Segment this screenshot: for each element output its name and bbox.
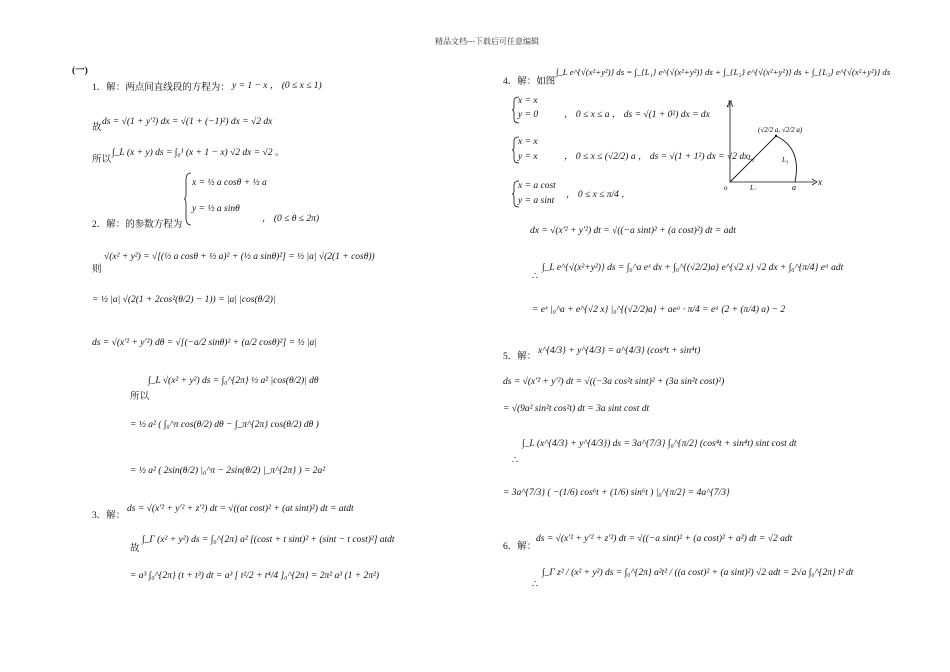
problem-5-therefore: ∴ <box>512 456 519 466</box>
problem-6-therefore: ∴ <box>532 580 539 590</box>
problem-5-equation: x^{4/3} + y^{4/3} = a^{4/3} (cos⁴t + sin⁴t) <box>538 346 701 356</box>
problem-5-line-4: = 3a^{7/3} ( −(1/6) cos⁶t + (1/6) sin⁶t ) |₀^{π/2} = 4a^{7/3} <box>503 488 730 498</box>
problem-6-label: 6．解： <box>503 542 537 552</box>
problem-3-line-3: = a³ ∫₀^{2π} (t + t³) dt = a³ [ t²/2 + t⁴/4 ]₀^{2π} = 2π² a³ (1 + 2π²) <box>130 571 380 581</box>
page-header: 精品文档---下载后可任意编辑 <box>435 37 539 46</box>
problem-6-line-1: ds = √(x′² + y′² + z′²) dt = √((−a sint)² + (a cost)² + a²) dt = √2 adt <box>536 534 793 544</box>
problem-4-line-5: ∫_L e^{√(x²+y²)} ds = ∫₀^a eˣ dx + ∫₀^{(√2/2)a} e^{√2 x} √2 dx + ∫₀^{π/4} eᵃ adt <box>542 263 844 273</box>
problem-4-s1-y: y = 0 <box>518 110 539 120</box>
problem-4-line-4: dx = √(x′² + y′²) dt = √((−a sint)² + (a cost)²) dt = adt <box>530 226 736 236</box>
label-l1: L₁ <box>750 184 757 190</box>
label-origin: o <box>724 184 728 190</box>
problem-2-range: ， (0 ≤ θ ≤ 2π) <box>262 214 320 224</box>
section-title: (一) <box>72 66 88 76</box>
problem-1-int-prefix: 所以 <box>92 155 112 165</box>
problem-4-s3-y: y = a sint <box>518 196 555 206</box>
problem-5-line-2: = √(9a² sin²t cos²t) dt = 3a sint cost dt <box>503 404 650 414</box>
problem-4-s1-x: x = x <box>518 96 538 106</box>
problem-2-param-y: y = ½ a sinθ <box>192 204 240 214</box>
problem-5-line-1: ds = √(x′² + y′²) dt = √((−3a cos²t sint)² + (3a sin²t cost)²) <box>503 377 725 387</box>
axis-y-label: y <box>728 97 732 107</box>
problem-4-s2-range: ， 0 ≤ x ≤ (√2/2) a ， ds = √(1 + 1²) dx = √2 dx <box>564 152 749 162</box>
figure-sector <box>722 96 822 190</box>
problem-4-therefore: ∴ <box>532 272 539 282</box>
sector-point <box>775 135 777 137</box>
problem-2-line-1: √(x² + y²) = √[(½ a cosθ + ½ a)² + (½ a sinθ)²] = ½ |a| √(2(1 + cosθ)) <box>104 252 375 262</box>
problem-4-s3-x: x = a cost <box>518 181 556 191</box>
problem-3-so: 故 <box>130 544 140 554</box>
problem-1-ds-prefix: 故 <box>92 123 102 133</box>
point-label: (√2/2 a, √2/2 a) <box>758 126 803 134</box>
problem-2-line-4: ∫_L √(x² + y²) ds = ∫₀^{2π} ½ a² |cos(θ/2)| dθ <box>148 376 319 386</box>
problem-5-line-3: ∫_L (x^{4/3} + y^{4/3}) ds = 3a^{7/3} ∫₀^{π/2} (cos⁴t + sin⁴t) sint cost dt <box>522 439 797 449</box>
system-brace-icon <box>184 172 192 226</box>
problem-3-label: 3．解： <box>92 511 126 521</box>
label-l3: L₃ <box>782 156 789 164</box>
problem-1-label: 1．解：两点间直线段的方程为： <box>92 83 230 93</box>
problem-2-label: 2．解：的参数方程为 <box>92 220 183 230</box>
problem-2-then: 则 <box>92 265 102 275</box>
problem-3-line-1: ds = √(x′² + y′² + z′²) dt = √((at cost)² + (at sint)²) dt = atdt <box>127 504 354 514</box>
label-a: a <box>792 183 796 190</box>
problem-2-line-2: = ½ |a| √(2(1 + 2cos²(θ/2) − 1)) = |a| |cos(θ/2)| <box>92 295 276 305</box>
problem-4-label: 4．解：如图 <box>503 77 556 87</box>
problem-3-line-2: ∫_Γ (x² + y²) ds = ∫₀^{2π} a² [(cost + t sint)² + (sint − t cost)²] atdt <box>142 535 395 545</box>
problem-1-equation: y = 1 − x ， (0 ≤ x ≤ 1) <box>232 81 322 91</box>
problem-4-line-0: ∫_L e^{√(x²+y²)} ds = ∫_{L₁} e^{√(x²+y²)} ds + ∫_{L₂} e^{√(x²+y²)} ds + ∫_{L₃} e^{√(x²+y²)} ds <box>556 67 891 77</box>
problem-1-integral: ∫_L (x + y) ds = ∫₀¹ (x + 1 − x) √2 dx = √2 。 <box>112 148 285 158</box>
problem-1-ds: ds = √(1 + y′²) dx = √(1 + (−1)²) dx = √2 dx <box>102 117 273 127</box>
problem-6-line-2: ∫_Γ z² / (x² + y²) ds = ∫₀^{2π} a²t² / ((a cost)² + (a sint)²) √2 adt = 2√a ∫₀^{2π} t² dt <box>542 568 854 578</box>
problem-5-label: 5．解： <box>503 352 537 362</box>
axis-x-label: x <box>818 177 822 187</box>
problem-4-s2-x: x = x <box>518 137 538 147</box>
problem-4-s1-range: ， 0 ≤ x ≤ a ， ds = √(1 + 0²) dx = dx <box>564 110 710 120</box>
problem-2-line-3: ds = √(x′² + y′²) dθ = √[(−a/2 sinθ)² + (a/2 cosθ)²] = ½ |a| <box>92 338 317 348</box>
problem-2-line-5: = ½ a² ( ∫₀^π cos(θ/2) dθ − ∫_π^{2π} cos(θ/2) dθ ) <box>130 420 319 430</box>
label-l2: L₂ <box>748 154 755 162</box>
problem-2-line-6: = ½ a² ( 2sin(θ/2) |₀^π − 2sin(θ/2) |_π^{2π} ) = 2a² <box>130 466 326 476</box>
problem-2-param-x: x = ½ a cosθ + ½ a <box>192 178 267 188</box>
problem-2-so: 所以 <box>130 392 150 402</box>
problem-4-s2-y: y = x <box>518 152 538 162</box>
problem-4-line-6: = eˣ |₀^a + e^{√2 x} |₀^{(√2/2)a} + aeᵃ · π/4 = eᵃ (2 + (π/4) a) − 2 <box>532 305 786 315</box>
problem-4-s3-range: ， 0 ≤ x ≤ π/4 ， <box>566 190 631 200</box>
